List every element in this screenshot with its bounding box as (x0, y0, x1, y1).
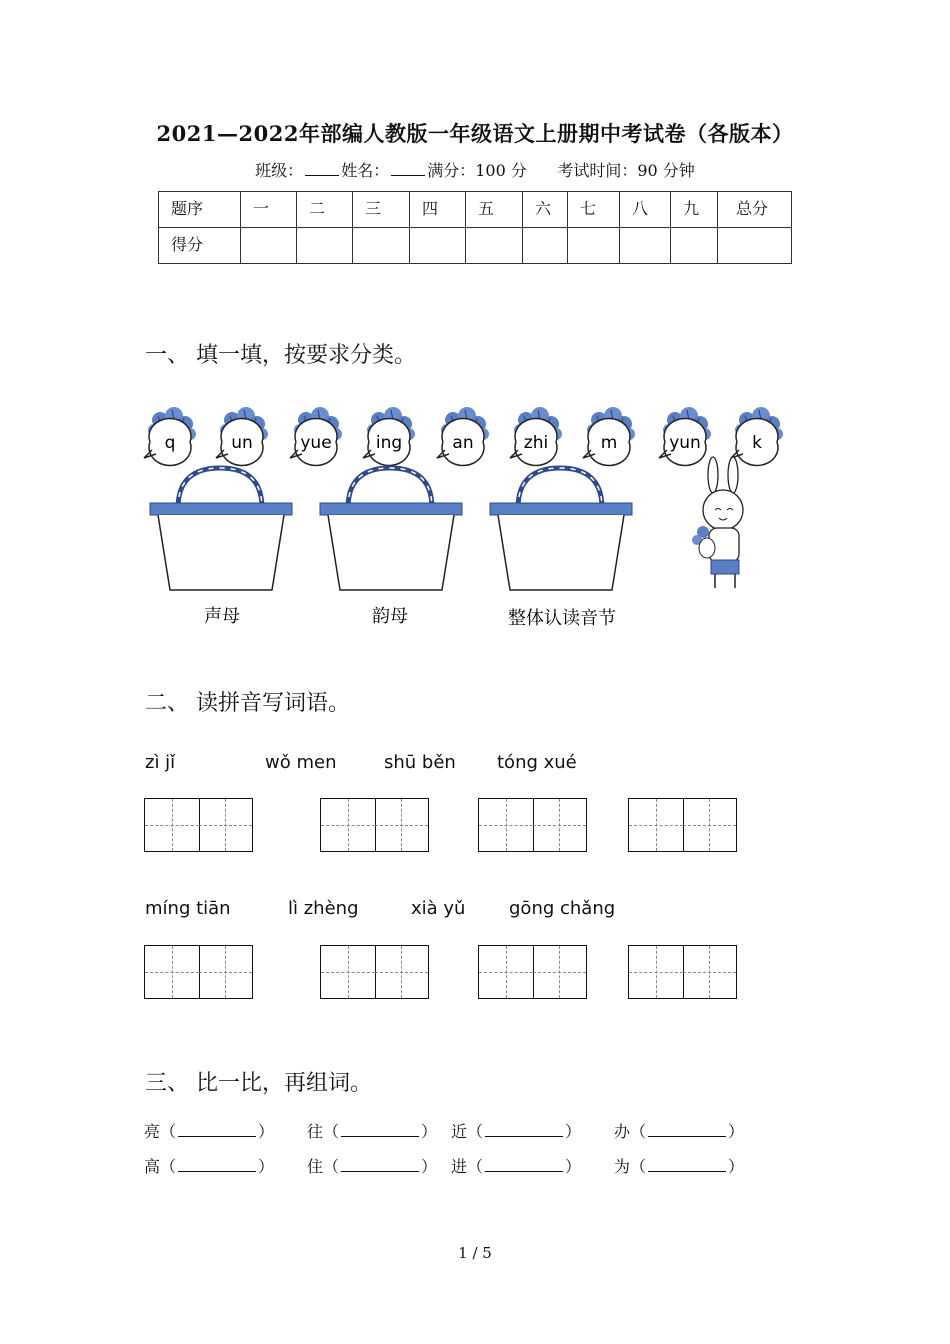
writing-grid[interactable] (478, 945, 587, 999)
compare-item[interactable] (614, 1119, 744, 1142)
table-cell: 五 (466, 192, 523, 228)
radish-label: m (600, 433, 618, 453)
basket-icon[interactable] (150, 468, 292, 627)
compare-char: 住 (307, 1157, 324, 1176)
radish-icon (290, 407, 342, 465)
table-cell: 九 (671, 192, 718, 228)
compare-item[interactable] (614, 1154, 744, 1177)
score-cell[interactable] (671, 228, 718, 264)
paren-close: ） (728, 1122, 745, 1141)
pinyin-label: wǒ men (265, 752, 337, 773)
answer-blank[interactable] (648, 1122, 726, 1137)
pinyin-label: shū běn (384, 752, 456, 773)
compare-char: 近 (451, 1122, 468, 1141)
table-cell: 一 (241, 192, 297, 228)
paren-close: ） (565, 1122, 582, 1141)
radish-icon (510, 407, 562, 465)
compare-char: 进 (451, 1157, 468, 1176)
score-cell[interactable] (353, 228, 410, 264)
writing-grid[interactable] (144, 945, 253, 999)
compare-char: 往 (307, 1122, 324, 1141)
answer-blank[interactable] (178, 1157, 256, 1172)
paren-close: ） (258, 1157, 275, 1176)
pinyin-label: zì jǐ (145, 752, 176, 773)
section1-title: 一、 填一填，按要求分类。 (145, 343, 416, 368)
basket-icon[interactable] (490, 468, 632, 629)
score-cell[interactable] (568, 228, 620, 264)
radish-icon (659, 407, 711, 465)
exam-title: 2021—2022年部编人教版一年级语文上册期中考试卷（各版本） (156, 121, 794, 146)
radish-label: k (752, 433, 762, 453)
radish-label: q (164, 433, 176, 453)
basket-label: 韵母 (372, 606, 408, 627)
paren-close: ） (565, 1157, 582, 1176)
answer-blank[interactable] (341, 1122, 419, 1137)
radish-group (144, 407, 783, 465)
radish-label: zhi (523, 433, 549, 453)
paren-open: （ (630, 1122, 647, 1141)
answer-blank[interactable] (485, 1157, 563, 1172)
full-score: 满分：100 分 (427, 161, 527, 180)
score-cell[interactable] (410, 228, 466, 264)
paren-open: （ (323, 1122, 340, 1141)
compare-char: 高 (144, 1157, 161, 1176)
score-cell[interactable] (297, 228, 353, 264)
compare-item[interactable] (451, 1154, 581, 1177)
score-cell[interactable] (466, 228, 523, 264)
compare-item[interactable] (307, 1154, 437, 1177)
compare-char: 办 (614, 1122, 631, 1141)
pinyin-label: tóng xué (497, 752, 577, 773)
compare-item[interactable] (144, 1154, 274, 1177)
writing-grid[interactable] (320, 798, 429, 852)
radish-label: an (452, 433, 474, 453)
radish-icon (437, 407, 489, 465)
score-cell[interactable] (718, 228, 792, 264)
table-cell: 八 (620, 192, 671, 228)
radish-label: yun (669, 433, 701, 453)
radish-label: un (231, 433, 253, 453)
answer-blank[interactable] (341, 1157, 419, 1172)
score-table (158, 191, 792, 264)
paren-open: （ (160, 1122, 177, 1141)
paren-open: （ (467, 1122, 484, 1141)
compare-item[interactable] (307, 1119, 437, 1142)
paren-close: ） (421, 1122, 438, 1141)
score-cell[interactable] (523, 228, 568, 264)
section3-title: 三、 比一比，再组词。 (145, 1071, 372, 1096)
writing-grid[interactable] (478, 798, 587, 852)
exam-time: 考试时间：90 分钟 (557, 161, 695, 180)
compare-char: 为 (614, 1157, 631, 1176)
basket-label: 声母 (204, 606, 240, 627)
class-blank[interactable] (305, 161, 339, 176)
paren-open: （ (323, 1157, 340, 1176)
compare-char: 亮 (144, 1122, 161, 1141)
pinyin-label: lì zhèng (288, 898, 359, 919)
table-cell: 三 (353, 192, 410, 228)
name-label: 姓名： (341, 161, 390, 180)
pinyin-label: gōng chǎng (509, 898, 616, 919)
compare-item[interactable] (451, 1119, 581, 1142)
name-blank[interactable] (391, 161, 425, 176)
exam-info (0, 158, 950, 181)
pinyin-label: xià yǔ (411, 898, 466, 919)
paren-open: （ (630, 1157, 647, 1176)
basket-label: 整体认读音节 (508, 608, 616, 629)
paren-open: （ (160, 1157, 177, 1176)
class-label: 班级： (255, 161, 304, 180)
score-table-header-row (159, 192, 792, 228)
pinyin-label: míng tiān (145, 898, 231, 919)
radish-label: ing (375, 433, 403, 453)
basket-icon[interactable] (320, 468, 462, 627)
table-cell: 七 (568, 192, 620, 228)
answer-blank[interactable] (485, 1122, 563, 1137)
paren-close: ） (421, 1157, 438, 1176)
radish-icon (363, 407, 415, 465)
writing-grid[interactable] (144, 798, 253, 852)
paren-close: ） (728, 1157, 745, 1176)
table-cell: 总分 (718, 192, 792, 228)
table-cell: 得分 (159, 228, 241, 264)
radish-icon (144, 407, 196, 465)
table-cell: 六 (523, 192, 568, 228)
radish-label: yue (300, 433, 332, 453)
writing-grid[interactable] (320, 945, 429, 999)
paren-close: ） (258, 1122, 275, 1141)
radish-icon (216, 407, 268, 465)
table-cell: 二 (297, 192, 353, 228)
radish-icon (731, 407, 783, 465)
paren-open: （ (467, 1157, 484, 1176)
classification-illustration (140, 390, 800, 640)
score-cell[interactable] (620, 228, 671, 264)
writing-grid[interactable] (628, 945, 737, 999)
section2-title: 二、 读拼音写词语。 (145, 691, 350, 716)
compare-item[interactable] (144, 1119, 274, 1142)
radish-icon (583, 407, 635, 465)
answer-blank[interactable] (648, 1157, 726, 1172)
writing-grid[interactable] (628, 798, 737, 852)
table-cell: 题序 (159, 192, 241, 228)
page-number: 1 / 5 (458, 1244, 492, 1262)
table-cell: 四 (410, 192, 466, 228)
answer-blank[interactable] (178, 1122, 256, 1137)
rabbit-icon (692, 457, 743, 588)
score-table-score-row (159, 228, 792, 264)
score-cell[interactable] (241, 228, 297, 264)
